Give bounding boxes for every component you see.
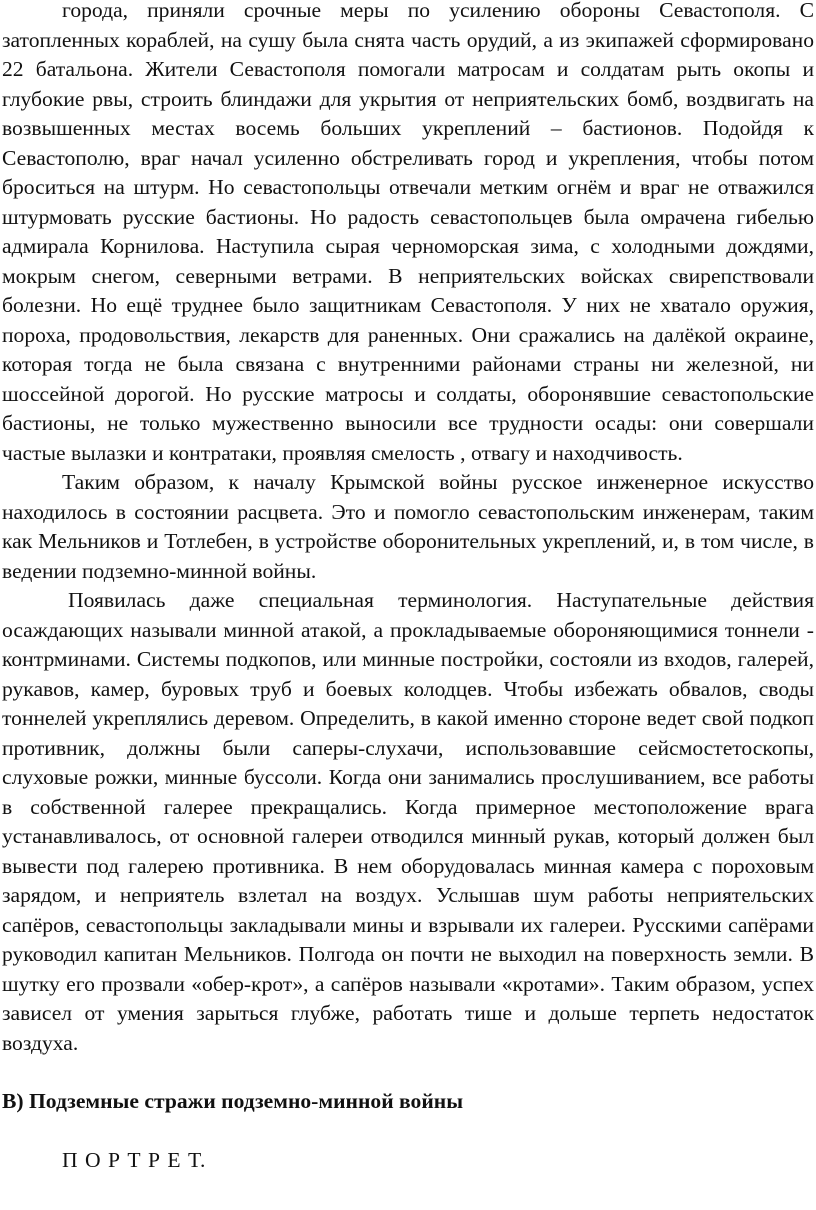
paragraph-sevastopol-defense: города, приняли срочные меры по усилению обороны Севастополя. С затопленных кораблей, на сушу была снята часть орудий, а из экипажей сформировано 22 батальона. Жители Севастополя помогали матросам и солдатам рыть окопы и глубокие рвы, строить блиндажи для укрытия от неприятельских бомб, воздвигать на возвышенных местах восемь больших укреплений – бастионов. Подойдя к Севастополю, враг начал усиленно обстреливать город и укрепления, чтобы потом броситься на штурм. Но севастопольцы отвечали метким огнём и враг не отважился штурмовать русские бастионы. Но радость севастопольцев была омрачена гибелью адмирала Корнилова. Наступила сырая черноморская зима, с холодными дождями, мокрым снегом, северными ветрами. В неприятельских войсках свирепствовали болезни. Но ещё труднее было защитникам Севастополя. У них не хватало оружия, пороха, продовольствия, лекарств для раненных. Они сражались на далёкой окраине, которая тогда не была связана с внутренними районами страны ни железной, ни шоссейной дорогой. Но русские матросы и солдаты, оборонявшие севастопольские бастионы, не только мужественно выносили все трудности осады: они совершали частые вылазки и контратаки, проявляя смелость , отвагу и находчивость. (2, 0, 814, 465)
paragraph-engineering-art: Таким образом, к началу Крымской войны русское инженерное искусство находилось в состоянии расцвета. Это и помогло севастопольским инженерам, таким как Мельников и Тотлебен, в устройстве оборонительных укреплений, и, в том числе, в ведении подземно-минной войны. (2, 470, 814, 583)
section-heading: В) Подземные стражи подземно-минной войны (2, 1089, 464, 1113)
portrait-label: П О Р Т Р Е Т. (62, 1147, 207, 1172)
paragraph-mine-warfare-terminology: Появилась даже специальная терминология. Наступательные действия осаждающих называли минной атакой, а прокладываемые обороняющимися тоннели - контрминами. Системы подкопов, или минные постройки, состояли из входов, галерей, рукавов, камер, буровых труб и боевых колодцев. Чтобы избежать обвалов, своды тоннелей укреплялись деревом. Определить, в какой именно стороне ведет свой подкоп противник, должны были саперы-слухачи, использовавшие сейсмостетоскопы, слуховые рожки, минные буссоли. Когда они занимались прослушиванием, все работы в собственной галерее прекращались. Когда примерное местоположение врага устанавливалось, от основной галереи отводился минный рукав, который должен был вывести под галерею противника. В нем оборудовалась минная камера с пороховым зарядом, и неприятель взлетал на воздух. Услышав шум работы неприятельских сапёров, севастопольцы закладывали мины и взрывали их галереи. Русскими сапёрами руководил капитан Мельников. Полгода он почти не выходил на поверхность земли. В шутку его прозвали «обер-крот», а сапёров называли «кротами». Таким образом, успех зависел от умения зарыться глубже, работать тише и дольше терпеть недостаток воздуха. (2, 588, 814, 1055)
